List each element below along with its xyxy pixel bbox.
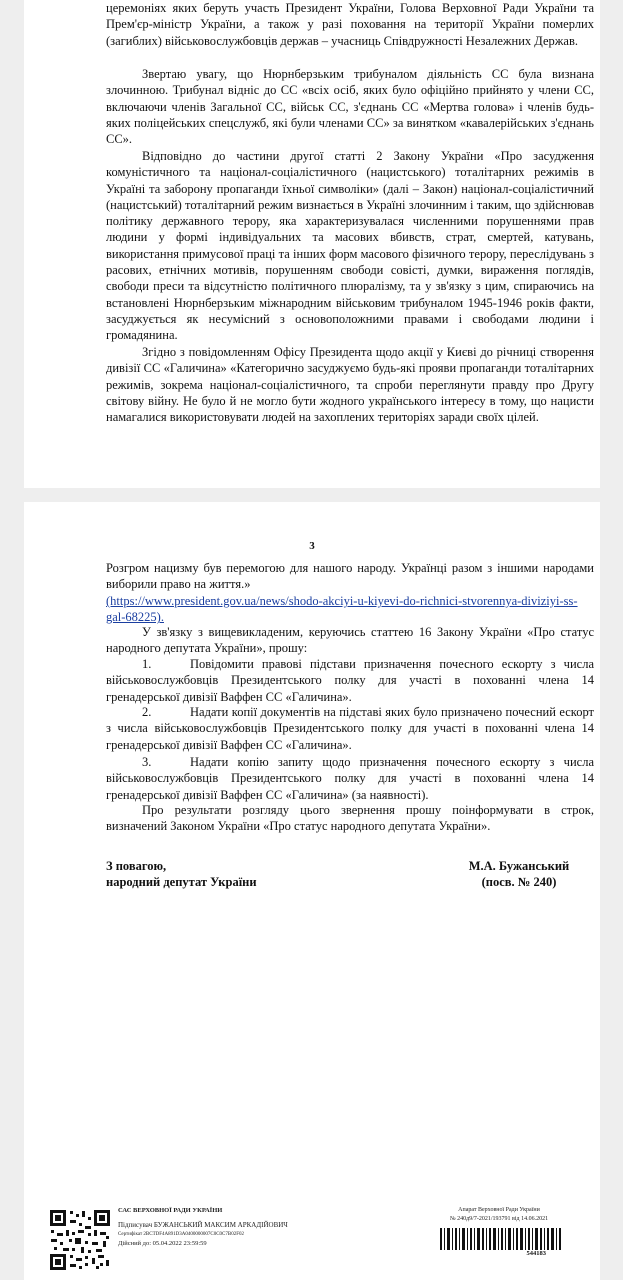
page-number: 3 — [309, 540, 315, 552]
request-item-number: 1. — [142, 657, 152, 671]
stamp-registration-number: № 240д9/7-2021/193791 від 14.06.2021 — [449, 1216, 549, 1222]
qr-code-icon — [48, 1208, 112, 1272]
stamp-valid-until: Дійсний до: 05.04.2022 23:59:59 — [118, 1240, 207, 1247]
signature-salutation — [106, 858, 306, 890]
paragraph-president-office: Згідно з повідомленням Офісу Президента щодо акції у Києві до річниці створення дивізії СС «Галичина» «Категорично засуджуємо будь-які прояви пропаганди тоталітарних режимів, зокрема націонал-соціалістичного, та спроби переглянути правду про Другу світову війну. Не було й не могло бути жодного українського інтересу в тому, що нацисти намагалися використовувати людей на захоплених територіях заради своїх цілей. — [106, 345, 594, 425]
stamp-certificate: Сертифікат 2BCTDF4A891D3A0400000007C0C0C7B02F02 — [118, 1232, 244, 1237]
stamp-signer: Підписувач БУЖАНСЬКИЙ МАКСИМ АРКАДІЙОВИЧ — [118, 1221, 288, 1229]
page-separator — [0, 488, 623, 502]
paragraph-law-article: Відповідно до частини другої статті 2 Закону України «Про засудження комуністичного та націонал-соціалістичного (нацистського) тоталітарних режимів в Україні та заборону пропаганди їхньої символіки» (далі – Закон) націонал-соціалістичний (нацистський) тоталітарний режим визнається в Україні злочинним і таким, що здійснював політику державного терору, яка характеризувалася численними порушеннями прав людини у формі індивідуальних та масових вбивств, страт, смертей, катувань, використання примусової праці та інших форм масового фізичного терору, переслідувань з расових, етнічних мотивів, порушенням свободи совісті, думки, вираження поглядів, свободи преси та відсутністю політичного плюралізму, та у зв'язку з цим, спираючись на встановлені Нюрнберзьким міжнародним військовим трибуналом 1945-1946 років факти, засуджується як несумісний з основоположними правами і свободами людини і громадянина. — [106, 149, 594, 343]
signature-name-block — [444, 858, 594, 890]
request-item-3 — [106, 754, 594, 803]
request-item-1 — [106, 656, 594, 705]
salutation: З повагою, — [106, 859, 167, 873]
request-item-text: Надати копії документів на підставі яких було призначено почесний ескорт з числа військовослужбовців Президентського полку для участі в похованні члена 14 гренадерської дивізії Ваффен СС «Галичина». — [106, 705, 594, 752]
e-signature-stamp — [118, 1206, 348, 1248]
paragraph-ceremonies: церемоніях яких беруть участь Президент України, Голова Верховної Ради України та Прем'єр-міністр України, а також у разі поховання на території України померлих (загиблих) військовослужбовців держав – учасниць Співдружності Незалежних Держав. — [106, 1, 594, 48]
closing-request: Про результати розгляду цього звернення прошу поінформувати в строк, визначений Законом України «Про статус народного депутата України». — [106, 803, 594, 834]
request-item-2 — [106, 704, 594, 753]
stamp-system-name: САС ВЕРХОВНОЇ РАДИ УКРАЇНИ — [118, 1207, 223, 1214]
document-page-3 — [24, 502, 600, 1280]
request-item-text: Надати копію запиту щодо призначення почесного ескорту з числа військовослужбовців Президентського полку для участі в похованні члена 14 гренадерської дивізії Ваффен СС «Галичина» (за наявності). — [106, 755, 594, 802]
source-link[interactable]: (https://www.president.gov.ua/news/shodo-akciyi-u-kiyevi-do-richnici-stvorennya-diviziyi-ss-gal-68225). — [106, 594, 578, 625]
signer-position: народний депутат України — [106, 875, 257, 889]
quote-continuation: Розгром нацизму був перемогою для нашого народу. Українці разом з іншими народами виборили право на життя.» — [106, 561, 594, 592]
stamp-organization: Апарат Верховної Ради України — [458, 1207, 540, 1213]
barcode-number: 544183 — [526, 1250, 546, 1257]
signer-id: (посв. № 240) — [481, 875, 557, 889]
request-item-number: 3. — [142, 755, 152, 769]
request-item-number: 2. — [142, 705, 152, 719]
request-intro: У зв'язку з вищевикладеним, керуючись статтею 16 Закону України «Про статус народного депутата України», прошу: — [106, 625, 594, 656]
request-item-text: Повідомити правові підстави призначення почесного ескорту з числа військовослужбовців Президентського полку для участі в похованні члена 14 гренадерської дивізії Ваффен СС «Галичина». — [106, 657, 594, 704]
barcode-icon — [436, 1228, 566, 1250]
document-page-2 — [24, 0, 600, 488]
registration-stamp — [424, 1206, 574, 1224]
paragraph-nuremberg: Звертаю увагу, що Нюрнберзьким трибуналом діяльність СС була визнана злочинною. Трибунал відніс до СС «всіх осіб, яких було офіційно прийнято у члени СС, включаючи членів Загальної СС, військ СС, з'єднань СС «Мертва голова» і членів будь-яких поліцейських спецслужб, які були членами СС» за винятком «кавалерійських з'єднань СС». — [106, 67, 594, 147]
signer-name: М.А. Бужанський — [468, 859, 570, 873]
